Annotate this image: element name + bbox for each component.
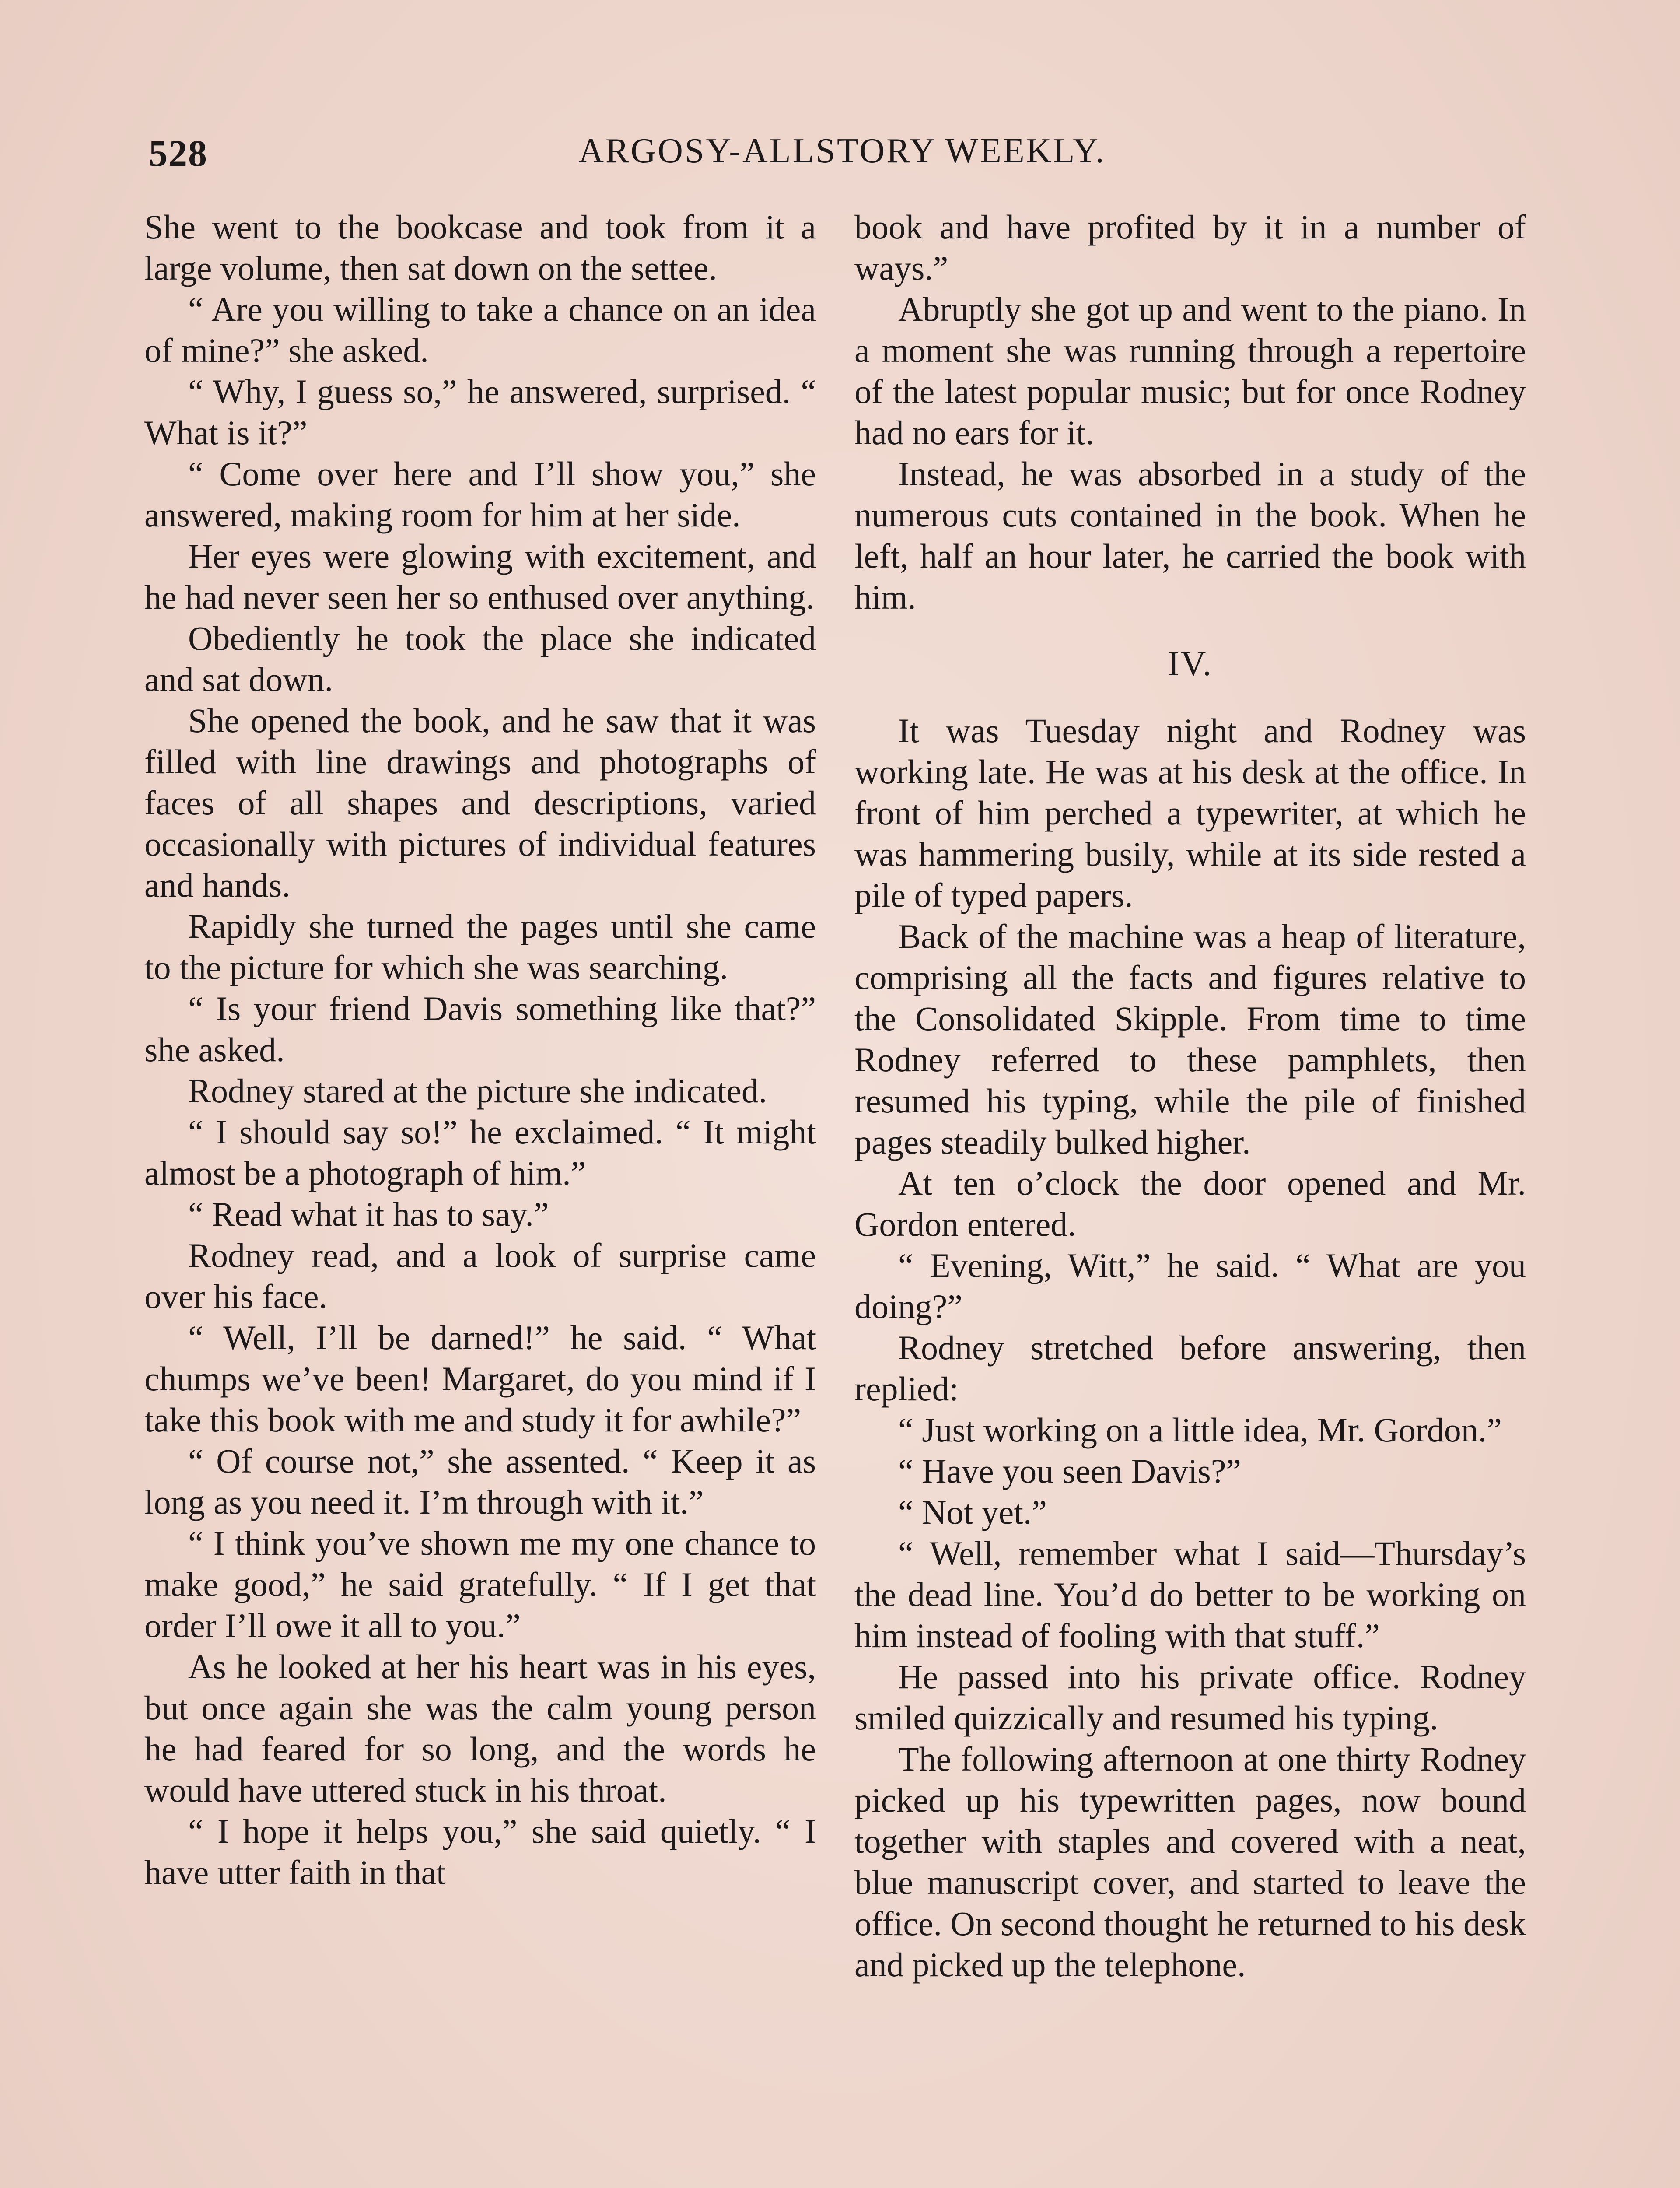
paragraph: Rapidly she turned the pages until she came to the picture for which she was searching. — [144, 907, 816, 986]
paragraph: She opened the book, and he saw that it was filled with line drawings and photographs of faces of all shapes and descriptions, varied occasionally with pictures of individual features and hands. — [144, 701, 816, 904]
paragraph: The following afternoon at one thirty Rodney picked up his typewritten pages, now bound together with staples and covered with a neat, blue manuscript cover, and started to leave the office. On second thought he returned to his desk and picked up the telephone. — [854, 1740, 1526, 1984]
paragraph: “ Well, I’ll be darned!” he said. “ What chumps we’ve been! Margaret, do you mind if I take this book with me and study it for awhile?” — [144, 1318, 816, 1439]
paragraph: At ten o’clock the door opened and Mr. Gordon entered. — [854, 1164, 1526, 1243]
paragraph: “ I think you’ve shown me my one chance to make good,” he said gratefully. “ If I get that order I’ll owe it all to you.” — [144, 1524, 816, 1645]
paragraph: “ Come over here and I’ll show you,” she answered, making room for him at her side. — [144, 455, 816, 534]
paragraph: Rodney read, and a look of surprise came over his face. — [144, 1236, 816, 1315]
paragraph: “ Well, remember what I said—Thursday’s the dead line. You’d do better to be working on him instead of fooling with that stuff.” — [854, 1534, 1526, 1655]
paragraph: She went to the bookcase and took from it a large volume, then sat down on the settee. — [144, 208, 816, 287]
paragraph: “ Just working on a little idea, Mr. Gordon.” — [898, 1411, 1502, 1449]
paragraph: “ Read what it has to say.” — [188, 1195, 549, 1233]
paragraph: He passed into his private office. Rodney smiled quizzically and resumed his typing. — [854, 1658, 1526, 1737]
paragraph: “ I should say so!” he exclaimed. “ It might almost be a photograph of him.” — [144, 1113, 816, 1192]
paragraph: “ I hope it helps you,” she said quietly. “ I have utter faith in that — [144, 1812, 816, 1891]
running-title: ARGOSY-ALLSTORY WEEKLY. — [578, 132, 1106, 170]
paragraph: Rodney stretched before answering, then replied: — [854, 1329, 1526, 1408]
paragraph: Back of the machine was a heap of literature, comprising all the facts and figures relative to the Consolidated Skipple. From time to time Rodney referred to these pamphlets, then resumed his typing, while the pile of finished pages steadily bulked higher. — [854, 917, 1526, 1161]
paragraph: “ Why, I guess so,” he answered, surprised. “ What is it?” — [144, 372, 816, 452]
paragraph: Obediently he took the place she indicated and sat down. — [144, 619, 816, 698]
paragraph: “ Evening, Witt,” he said. “ What are you doing?” — [854, 1246, 1526, 1325]
page-number: 528 — [149, 132, 208, 174]
paragraph: “ Are you willing to take a chance on an idea of mine?” she asked. — [144, 290, 816, 369]
left-column — [144, 207, 816, 1893]
paragraph: Rodney stared at the picture she indicated. — [188, 1072, 767, 1110]
paragraph: book and have profited by it in a number of ways.” — [854, 208, 1526, 287]
section-heading: IV. — [1167, 645, 1213, 683]
paragraph: Her eyes were glowing with excitement, and he had never seen her so enthused over anything. — [144, 537, 816, 616]
paragraph: Instead, he was absorbed in a study of the numerous cuts contained in the book. When he left, half an hour later, he carried the book with him. — [854, 455, 1526, 616]
right-column — [854, 207, 1526, 1985]
paragraph: Abruptly she got up and went to the piano. In a moment she was running through a repertoire of the latest popular music; but for once Rodney had no ears for it. — [854, 290, 1526, 452]
paragraph: As he looked at her his heart was in his eyes, but once again she was the calm young person he had feared for so long, and the words he would have uttered stuck in his throat. — [144, 1648, 816, 1809]
paragraph: “ Of course not,” she assented. “ Keep it as long as you need it. I’m through with it.” — [144, 1442, 816, 1521]
paragraph: “ Not yet.” — [898, 1493, 1047, 1531]
paragraph: It was Tuesday night and Rodney was working late. He was at his desk at the office. In front of him perched a typewriter, at which he was hammering busily, while at its side rested a pile of typed papers. — [854, 712, 1526, 914]
page-header — [149, 131, 1536, 184]
paragraph: “ Is your friend Davis something like that?” she asked. — [144, 989, 816, 1069]
paragraph: “ Have you seen Davis?” — [898, 1452, 1241, 1490]
